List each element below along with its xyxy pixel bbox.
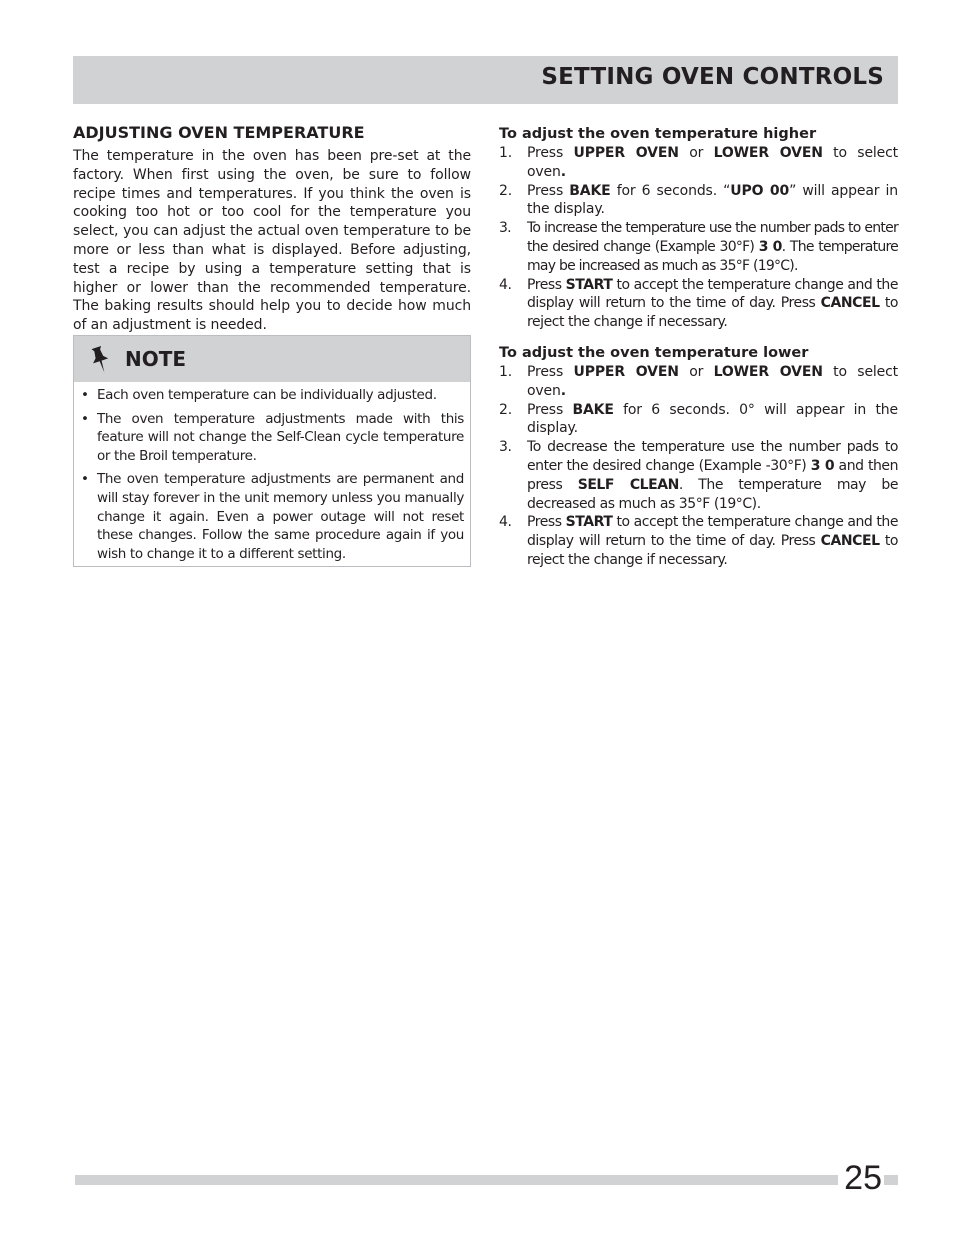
header-bar	[73, 56, 898, 104]
higher-heading: To adjust the oven temperature higher	[499, 126, 817, 142]
step-item: 2. Press BAKE for 6 seconds. 0° will appear in the display.	[499, 401, 898, 437]
step-item: 1. Press UPPER OVEN or LOWER OVEN to select oven.	[499, 145, 899, 180]
note-list	[74, 382, 470, 563]
note-item: • The oven temperature adjustments are permanent and will stay forever in the unit memory unless you manually change it again. Even a power outage will not reset these changes. Follow the same procedure again if you wish to change it to a different setting.	[81, 471, 464, 562]
left-column	[73, 122, 471, 335]
pushpin-icon	[89, 346, 111, 373]
right-column	[499, 124, 898, 570]
note-item: • The oven temperature adjustments made with this feature will not change the Self-Clean cycle temperature or the Broil temperature.	[81, 410, 464, 464]
page-number: 25	[838, 1158, 884, 1198]
page-title: SETTING OVEN CONTROLS	[541, 64, 884, 90]
note-header	[74, 336, 470, 382]
step-item: 4. Press START to accept the temperature change and the display will return to the time of day. Press CANCEL to reject the change if necessary.	[499, 276, 898, 331]
step-item: 3. To decrease the temperature use the number pads to enter the desired change (Example -30°F) 3 0 and then press SELF CLEAN. The temperature may be decreased as much as 35°F (19°C).	[499, 439, 898, 512]
footer-bar	[75, 1175, 898, 1185]
lower-heading: To adjust the oven temperature lower	[499, 344, 809, 361]
step-item: 2. Press BAKE for 6 seconds. “UPO 00” will appear in the display.	[499, 182, 898, 218]
higher-steps	[499, 144, 898, 332]
note-label: NOTE	[125, 347, 187, 371]
note-item: • Each oven temperature can be individually adjusted.	[81, 387, 437, 403]
step-item: 3. To increase the temperature use the number pads to enter the desired change (Example 30°F) 3 0. The temperature may be increased as much as 35°F (19°C).	[499, 220, 899, 274]
step-item: 4. Press START to accept the temperature change and the display will return to the time of day. Press CANCEL to reject the change if necessary.	[499, 514, 898, 568]
intro-paragraph: The temperature in the oven has been pre-set at the factory. When first using the oven, be sure to follow recipe times and temperatures. If you think the oven is cooking too hot or too cool for the temperature you select, you can adjust the actual oven temperature to be more or less than what is displayed. Before adjusting, test a recipe by using a temperature setting that is higher or lower than the recommended temperature. The baking results should help you to decide how much of an adjustment is needed.	[73, 148, 471, 334]
step-item: 1. Press UPPER OVEN or LOWER OVEN to select oven.	[499, 363, 899, 399]
section-heading: ADJUSTING OVEN TEMPERATURE	[73, 123, 365, 142]
lower-steps	[499, 363, 898, 570]
note-box	[73, 335, 471, 567]
